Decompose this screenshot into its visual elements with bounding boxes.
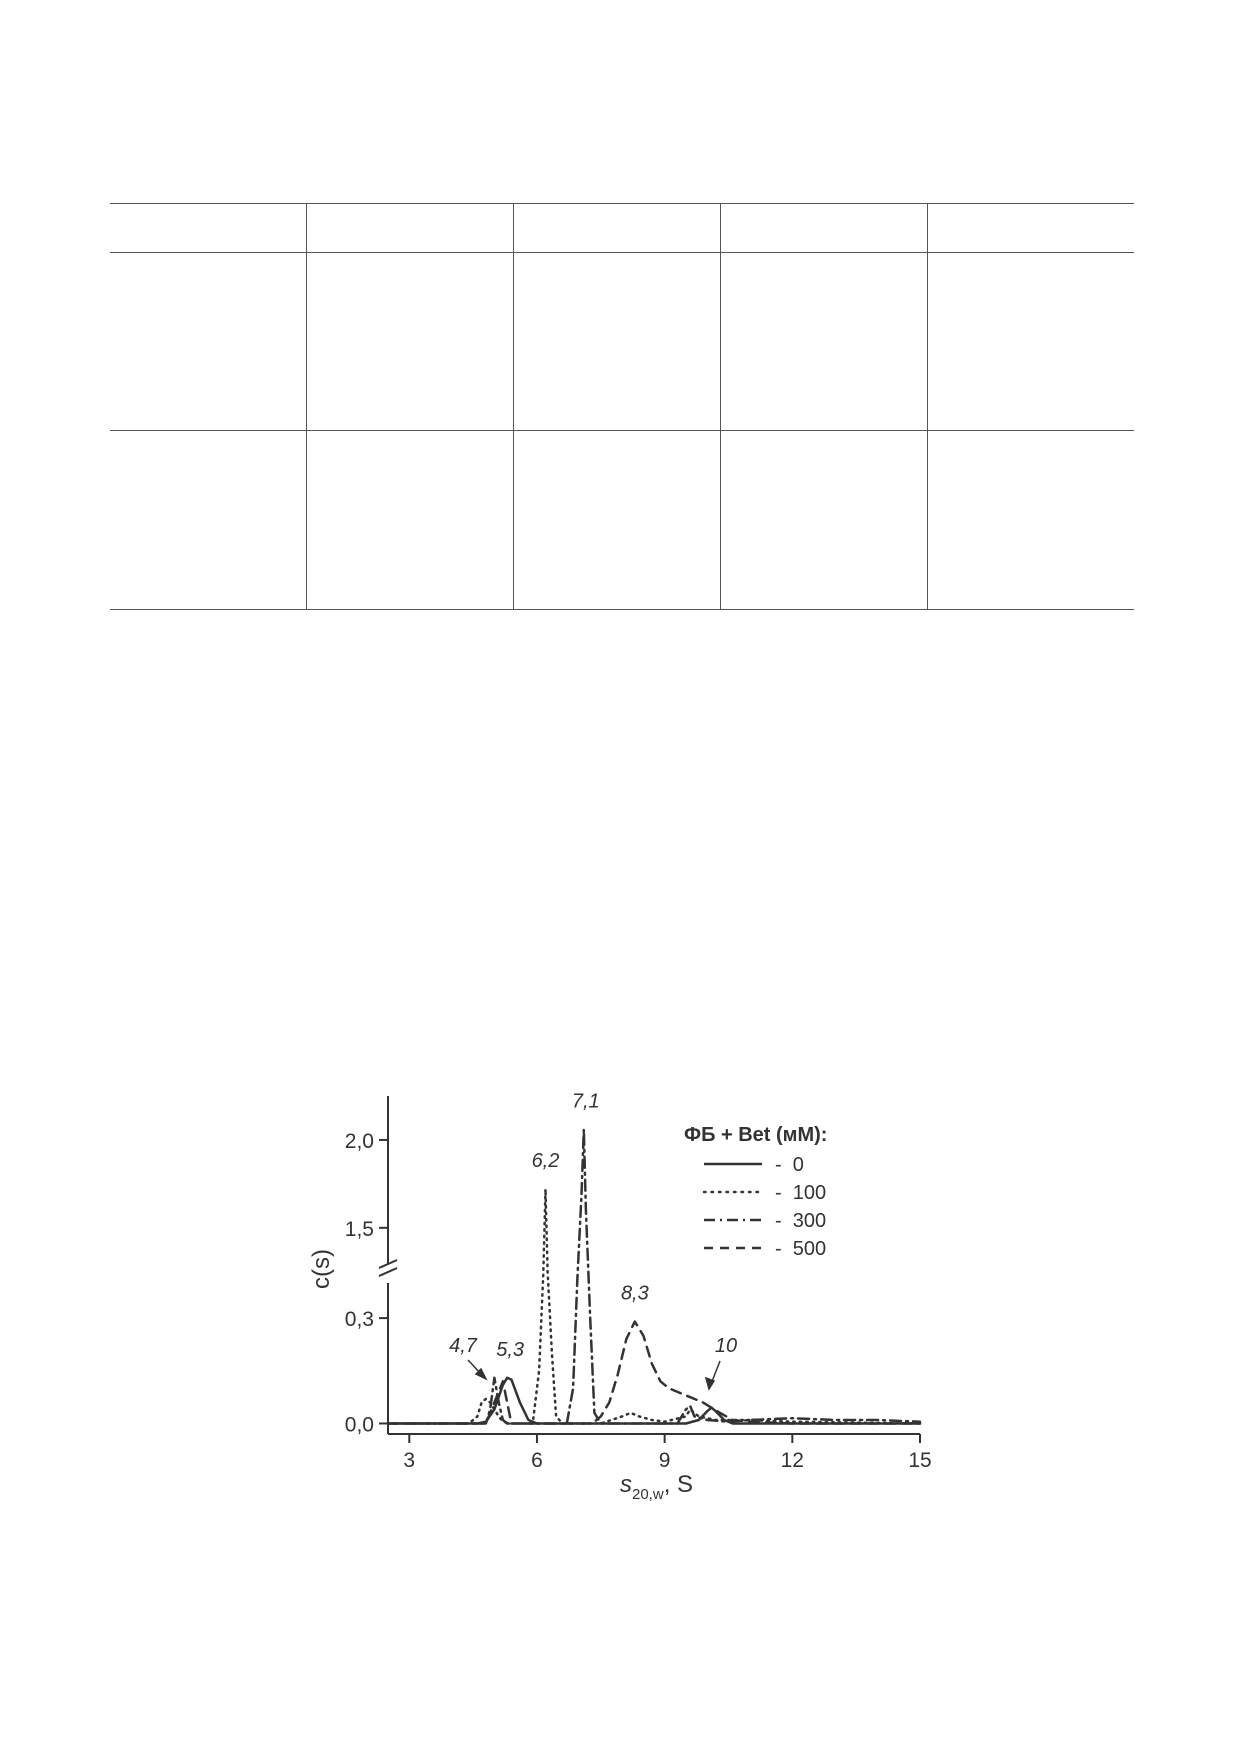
peak-label: 8,3 [620, 1282, 649, 1305]
y-tick-label: 0,3 [344, 1308, 374, 1332]
y-tick-label: 0,0 [344, 1413, 374, 1437]
y-ticks [345, 1130, 388, 1437]
y-tick-label: 1,5 [344, 1217, 374, 1241]
x-axis-title [620, 1471, 693, 1503]
legend [684, 1124, 827, 1260]
series-line-100 [388, 1189, 920, 1423]
x-axis-title-sub: 20,w [632, 1486, 664, 1503]
peak-label: 7,1 [571, 1090, 600, 1113]
x-tick-label: 6 [531, 1449, 543, 1472]
series-line-0 [388, 1378, 920, 1424]
legend-label-300: - 300 [775, 1210, 827, 1232]
series-group [388, 1129, 920, 1423]
legend-title: ФБ + Bet (мМ): [684, 1124, 828, 1146]
peak-label: 4,7 [449, 1335, 477, 1357]
y-axis-title: c(s) [308, 1249, 335, 1289]
legend-label-100: - 100 [775, 1182, 827, 1204]
x-axis-title-main: s [620, 1471, 632, 1498]
legend-label-500: - 500 [775, 1238, 827, 1260]
series-line-300 [388, 1129, 920, 1423]
peak-label: 5,3 [496, 1338, 525, 1361]
x-ticks [403, 1434, 931, 1472]
x-tick-label: 15 [908, 1449, 932, 1472]
x-tick-label: 12 [780, 1449, 804, 1472]
legend-label-0: - 0 [775, 1154, 804, 1176]
x-tick-label: 9 [658, 1449, 671, 1472]
y-tick-label: 2,0 [344, 1129, 374, 1153]
peak-label: 10 [714, 1335, 738, 1357]
x-tick-label: 3 [403, 1449, 416, 1472]
x-axis-title-unit: , S [663, 1471, 694, 1498]
peak-label: 6,2 [531, 1150, 560, 1173]
annotation-arrows [468, 1360, 720, 1389]
